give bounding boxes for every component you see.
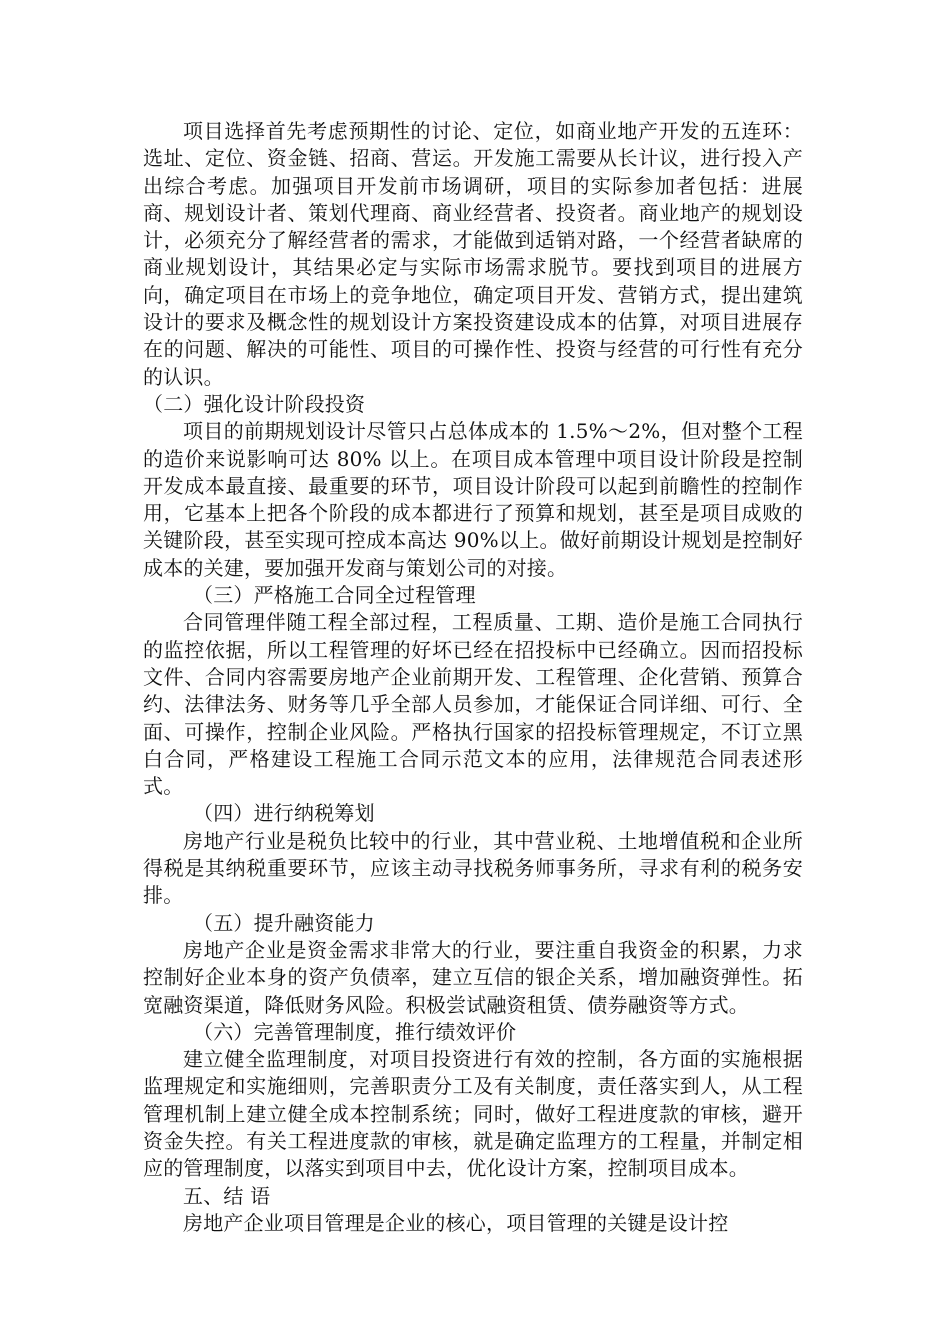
paragraph-contract-management: 合同管理伴随工程全部过程，工程质量、工期、造价是施工合同执行的监控依据，所以工程管理的好坏已经在招投标中已经确立。因而招投标文件、合同内容需要房地产企业前期开发、工程管理、企化营销、预算合约、法律法务、财务等几乎全部人员参加，才能保证合同详细、可行、全面、可操作，控制企业风险。严格执行国家的招投标管理规定，不订立黑白合同，严格建设工程施工合同示范文本的应用，法律规范合同表述形式。 (143, 610, 803, 799)
heading-conclusion: 五、结 语 (183, 1183, 271, 1208)
paragraph-conclusion: 房地产企业项目管理是企业的核心，项目管理的关键是设计控 (183, 1210, 729, 1235)
heading-tax-planning: （四）进行纳税筹划 (193, 801, 375, 826)
heading-management-system: （六）完善管理制度，推行绩效评价 (193, 1019, 517, 1044)
heading-design-stage-investment: （二）强化设计阶段投资 (143, 391, 366, 416)
paragraph-design-stage: 项目的前期规划设计尽管只占总体成本的 1.5%～2%，但对整个工程的造价来说影响可达 80% 以上。在项目成本管理中项目设计阶段是控制开发成本最直接、最重要的环节，项目设计阶段可以起到前瞻性的控制作用，它基本上把各个阶段的成本都进行了预算和规划，甚至是项目成败的关键阶段，甚至实现可控成本高达 90%以上。做好前期设计规划是控制好成本的关建，要加强开发商与策划公司的对接。 (143, 419, 803, 580)
document-page (143, 118, 803, 1237)
paragraph-management-system: 建立健全监理制度，对项目投资进行有效的控制，各方面的实施根据监理规定和实施细则，完善职责分工及有关制度，责任落实到人，从工程管理机制上建立健全成本控制系统；同时，做好工程进度款的审核，避开资金失控。有关工程进度款的审核，就是确定监理方的工程量，并制定相应的管理制度，以落实到项目中去，优化设计方案，控制项目成本。 (143, 1047, 803, 1181)
paragraph-financing-ability: 房地产企业是资金需求非常大的行业，要注重自我资金的积累，力求控制好企业本身的资产负债率，建立互信的银企关系，增加融资弹性。拓宽融资渠道，降低财务风险。积极尝试融资租赁、债券融资等方式。 (143, 937, 803, 1017)
heading-financing-ability: （五）提升融资能力 (193, 910, 375, 935)
paragraph-project-selection: 项目选择首先考虑预期性的讨论、定位，如商业地产开发的五连环：选址、定位、资金链、招商、营运。开发施工需要从长计议，进行投入产出综合考虑。加强项目开发前市场调研，项目的实际参加者包括：进展商、规划设计者、策划代理商、商业经营者、投资者。商业地产的规划设计，必须充分了解经营者的需求，才能做到适销对路，一个经营者缺席的商业规划设计，其结果必定与实际市场需求脱节。要找到项目的进展方向，确定项目在市场上的竞争地位，确定项目开发、营销方式，提出建筑设计的要求及概念性的规划设计方案投资建设成本的估算，对项目进展存在的问题、解决的可能性、项目的可操作性、投资与经营的可行性有充分的认识。 (143, 119, 803, 389)
paragraph-tax-planning: 房地产行业是税负比较中的行业，其中营业税、土地增值税和企业所得税是其纳税重要环节，应该主动寻找税务师事务所，寻求有利的税务安排。 (143, 828, 803, 908)
heading-contract-management: （三）严格施工合同全过程管理 (193, 583, 476, 608)
